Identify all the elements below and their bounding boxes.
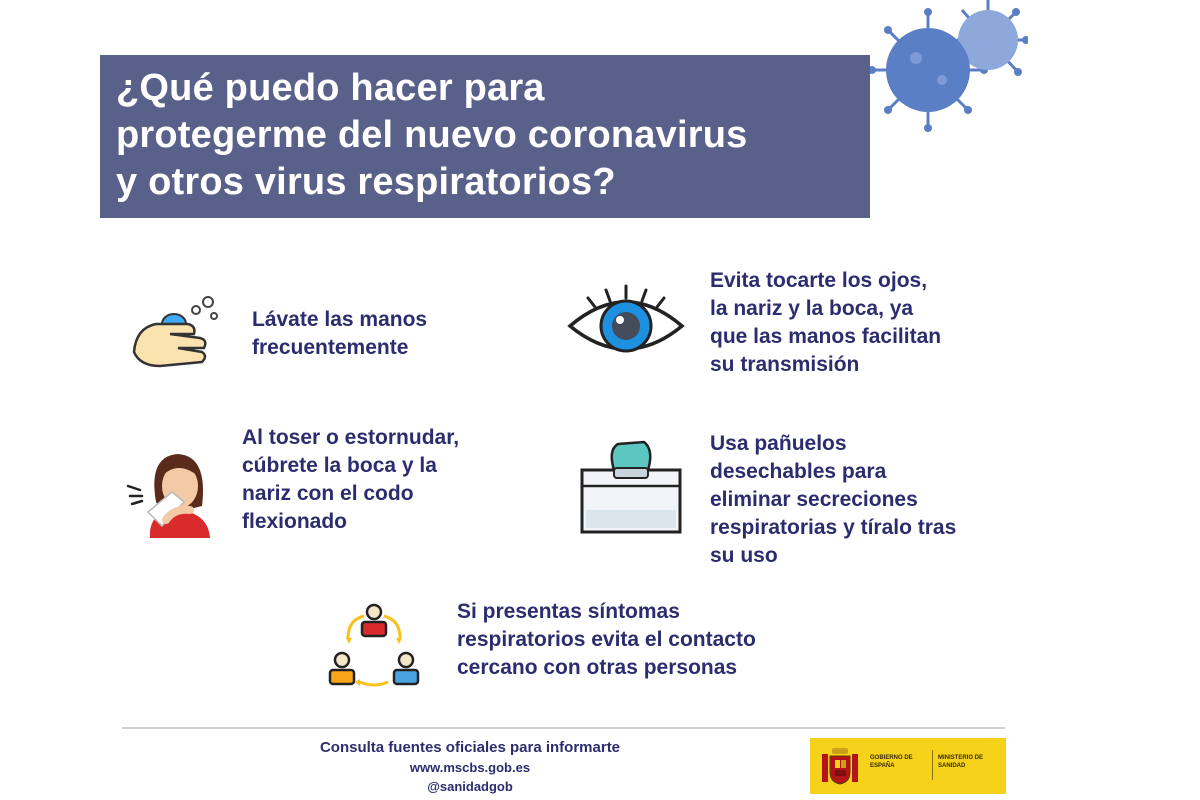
tip-avoid-touching: Evita tocarte los ojos, la nariz y la boca, ya que las manos facilitan su transmisión <box>710 269 942 376</box>
gov-left-text: GOBIERNO DE ESPAÑA <box>870 755 913 769</box>
hand-wash-icon <box>130 294 222 370</box>
footer-consult: Consulta fuentes oficiales para informarte <box>319 739 621 756</box>
gov-separator <box>932 750 933 780</box>
tip-wash-hands: Lávate las manos frecuentemente <box>252 308 428 359</box>
tip-cover-cough: Al toser o estornudar, cúbrete la boca y la nariz con el codo flexionado <box>242 426 460 533</box>
tissue-box-icon <box>578 440 684 536</box>
tip-tissues: Usa pañuelos desechables para eliminar secreciones respiratorias y tíralo tras su uso <box>710 432 957 567</box>
title-line-3: y otros virus respiratorios? <box>116 161 616 203</box>
footer-handle-link[interactable]: @sanidadgob <box>427 779 513 794</box>
people-contact-icon <box>326 602 422 692</box>
footer-info <box>260 738 680 796</box>
government-logo <box>810 738 1006 794</box>
tip-avoid-contact: Si presentas síntomas respiratorios evita el contacto cercano con otras personas <box>457 600 756 679</box>
virus-icon <box>858 0 1028 140</box>
sneeze-person-icon <box>126 446 218 538</box>
spain-crest-icon <box>818 744 862 788</box>
footer-divider <box>122 727 1005 729</box>
gov-right-text: MINISTERIO DE SANIDAD <box>938 755 984 769</box>
title-banner <box>100 55 870 218</box>
footer-website-link[interactable]: www.mscbs.gob.es <box>409 760 531 775</box>
title-line-1: ¿Qué puedo hacer para <box>116 67 545 109</box>
title-line-2: protegerme del nuevo coronavirus <box>116 114 748 156</box>
eye-icon <box>566 282 686 360</box>
